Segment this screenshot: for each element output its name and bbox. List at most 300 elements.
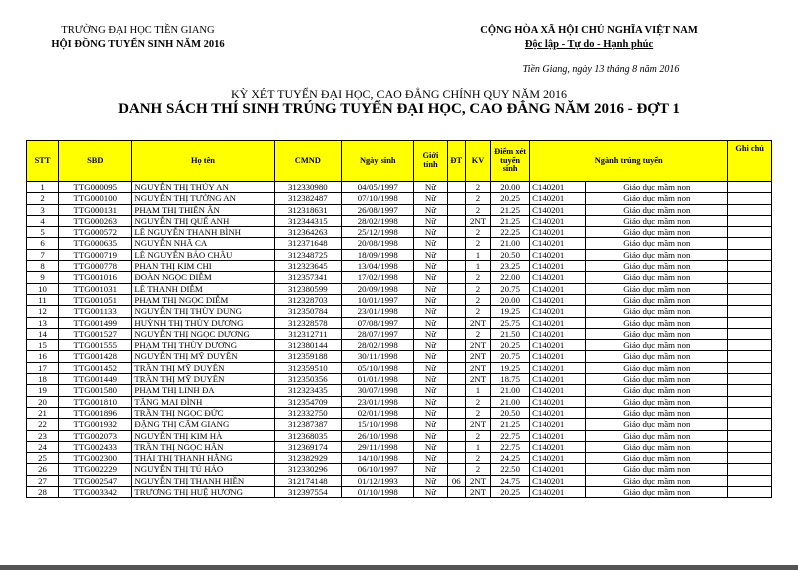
col-stt: STT	[27, 141, 59, 182]
cell-sbd: TTG001449	[59, 374, 132, 385]
table-row	[27, 487, 772, 498]
cell-dob: 07/08/1997	[342, 317, 414, 328]
cell-dob: 30/07/1998	[342, 385, 414, 396]
cell-sbd: TTG001428	[59, 351, 132, 362]
cell-stt: 28	[27, 487, 59, 498]
table-row	[27, 182, 772, 193]
table-row	[27, 419, 772, 430]
cell-gender: Nữ	[414, 227, 447, 238]
cell-dt	[447, 182, 465, 193]
cell-score: 20.00	[491, 182, 530, 193]
cell-sbd: TTG000778	[59, 261, 132, 272]
cell-major-code: C140201	[530, 419, 586, 430]
cell-sbd: TTG001527	[59, 328, 132, 339]
cell-kv: 2	[465, 407, 490, 418]
cell-sbd: TTG000719	[59, 249, 132, 260]
cell-note	[728, 340, 772, 351]
table-row	[27, 475, 772, 486]
cell-dob: 28/02/1998	[342, 215, 414, 226]
cell-major-name: Giáo dục mầm non	[586, 362, 728, 373]
cell-kv: 1	[465, 385, 490, 396]
cell-kv: 2NT	[465, 374, 490, 385]
cell-sbd: TTG002433	[59, 441, 132, 452]
cell-kv: 2NT	[465, 487, 490, 498]
cell-score: 20.50	[491, 249, 530, 260]
cell-major-name: Giáo dục mầm non	[586, 182, 728, 193]
cell-name: TRẦN THỊ NGỌC ĐỨC	[132, 407, 274, 418]
cell-kv: 2	[465, 204, 490, 215]
cell-score: 20.75	[491, 283, 530, 294]
cell-major-code: C140201	[530, 340, 586, 351]
cell-kv: 2NT	[465, 340, 490, 351]
cell-dt	[447, 328, 465, 339]
cell-kv: 2	[465, 430, 490, 441]
cell-sbd: TTG001016	[59, 272, 132, 283]
republic-name: CỘNG HÒA XÃ HỘI CHỦ NGHĨA VIỆT NAM	[480, 25, 698, 36]
cell-major-code: C140201	[530, 453, 586, 464]
col-name: Họ tên	[132, 141, 274, 182]
cell-gender: Nữ	[414, 249, 447, 260]
cell-sbd: TTG001031	[59, 283, 132, 294]
table-row	[27, 385, 772, 396]
cell-gender: Nữ	[414, 362, 447, 373]
cell-dob: 04/05/1997	[342, 182, 414, 193]
table-header	[27, 141, 772, 182]
cell-name: PHẠM THỊ NGỌC DIỄM	[132, 294, 274, 305]
table-row	[27, 193, 772, 204]
cell-gender: Nữ	[414, 328, 447, 339]
cell-major-name: Giáo dục mầm non	[586, 475, 728, 486]
cell-stt: 5	[27, 227, 59, 238]
cell-kv: 2	[465, 193, 490, 204]
cell-major-name: Giáo dục mầm non	[586, 407, 728, 418]
cell-note	[728, 475, 772, 486]
cell-name: LÊ THANH DIỄM	[132, 283, 274, 294]
cell-cmnd: 312312711	[274, 328, 342, 339]
cell-major-code: C140201	[530, 487, 586, 498]
cell-name: ĐOÀN NGỌC DIỄM	[132, 272, 274, 283]
cell-major-name: Giáo dục mầm non	[586, 193, 728, 204]
cell-major-code: C140201	[530, 430, 586, 441]
cell-major-name: Giáo dục mầm non	[586, 374, 728, 385]
cell-dob: 20/08/1998	[342, 238, 414, 249]
cell-major-name: Giáo dục mầm non	[586, 453, 728, 464]
cell-score: 22.75	[491, 441, 530, 452]
cell-note	[728, 182, 772, 193]
cell-major-code: C140201	[530, 261, 586, 272]
admission-board: HỘI ĐỒNG TUYỂN SINH NĂM 2016	[51, 39, 225, 50]
cell-note	[728, 430, 772, 441]
cell-score: 21.25	[491, 204, 530, 215]
cell-gender: Nữ	[414, 441, 447, 452]
cell-dob: 14/10/1998	[342, 453, 414, 464]
table-row	[27, 351, 772, 362]
cell-dob: 26/08/1997	[342, 204, 414, 215]
cell-name: PHẠM THỊ THÙY DƯƠNG	[132, 340, 274, 351]
cell-stt: 27	[27, 475, 59, 486]
cell-name: NGUYỄN THỊ THÙY DUNG	[132, 306, 274, 317]
cell-stt: 3	[27, 204, 59, 215]
table-row	[27, 204, 772, 215]
cell-sbd: TTG001499	[59, 317, 132, 328]
cell-score: 19.25	[491, 306, 530, 317]
cell-cmnd: 312344315	[274, 215, 342, 226]
col-dt: ĐT	[447, 141, 465, 182]
cell-note	[728, 294, 772, 305]
exam-title: KỲ XÉT TUYỂN ĐẠI HỌC, CAO ĐẲNG CHÍNH QUY NĂM 2016	[230, 87, 568, 101]
cell-cmnd: 312330980	[274, 182, 342, 193]
cell-name: ĐẶNG THỊ CẨM GIANG	[132, 419, 274, 430]
table-row	[27, 283, 772, 294]
cell-sbd: TTG000263	[59, 215, 132, 226]
cell-dob: 01/10/1998	[342, 487, 414, 498]
cell-major-code: C140201	[530, 362, 586, 373]
cell-kv: 1	[465, 261, 490, 272]
cell-name: TRẦN THỊ MỸ DUYÊN	[132, 362, 274, 373]
cell-dob: 10/01/1997	[342, 294, 414, 305]
table-row	[27, 294, 772, 305]
cell-dt: 06	[447, 475, 465, 486]
cell-major-code: C140201	[530, 317, 586, 328]
cell-kv: 2NT	[465, 475, 490, 486]
cell-stt: 23	[27, 430, 59, 441]
cell-dob: 20/09/1998	[342, 283, 414, 294]
cell-name: HUỲNH THỊ THÙY DƯƠNG	[132, 317, 274, 328]
cell-score: 20.25	[491, 340, 530, 351]
cell-major-name: Giáo dục mầm non	[586, 249, 728, 260]
cell-sbd: TTG000100	[59, 193, 132, 204]
cell-kv: 2NT	[465, 362, 490, 373]
cell-cmnd: 312357341	[274, 272, 342, 283]
cell-gender: Nữ	[414, 340, 447, 351]
cell-sbd: TTG001932	[59, 419, 132, 430]
cell-dob: 02/01/1998	[342, 407, 414, 418]
cell-gender: Nữ	[414, 374, 447, 385]
cell-cmnd: 312354709	[274, 396, 342, 407]
col-kv: KV	[465, 141, 490, 182]
table-row	[27, 238, 772, 249]
cell-gender: Nữ	[414, 430, 447, 441]
cell-dt	[447, 385, 465, 396]
cell-dob: 17/02/1998	[342, 272, 414, 283]
cell-score: 18.75	[491, 374, 530, 385]
cell-major-code: C140201	[530, 249, 586, 260]
cell-dt	[447, 261, 465, 272]
cell-name: LÊ NGUYỄN BẢO CHÂU	[132, 249, 274, 260]
cell-note	[728, 362, 772, 373]
cell-gender: Nữ	[414, 204, 447, 215]
cell-note	[728, 453, 772, 464]
cell-dt	[447, 362, 465, 373]
cell-name: TRƯƠNG THỊ HUỆ HƯƠNG	[132, 487, 274, 498]
cell-cmnd: 312382929	[274, 453, 342, 464]
cell-score: 23.25	[491, 261, 530, 272]
cell-name: NGUYỄN THỊ QUẾ ANH	[132, 215, 274, 226]
cell-dt	[447, 430, 465, 441]
cell-score: 20.75	[491, 351, 530, 362]
cell-stt: 20	[27, 396, 59, 407]
table-row	[27, 430, 772, 441]
cell-dt	[447, 317, 465, 328]
cell-name: NGUYỄN NHÃ CA	[132, 238, 274, 249]
cell-major-code: C140201	[530, 396, 586, 407]
cell-gender: Nữ	[414, 419, 447, 430]
cell-stt: 18	[27, 374, 59, 385]
cell-note	[728, 215, 772, 226]
cell-cmnd: 312382487	[274, 193, 342, 204]
cell-major-code: C140201	[530, 294, 586, 305]
cell-major-code: C140201	[530, 351, 586, 362]
cell-score: 24.75	[491, 475, 530, 486]
cell-cmnd: 312350784	[274, 306, 342, 317]
cell-major-code: C140201	[530, 374, 586, 385]
cell-cmnd: 312330296	[274, 464, 342, 475]
cell-cmnd: 312348725	[274, 249, 342, 260]
cell-major-code: C140201	[530, 328, 586, 339]
cell-score: 21.00	[491, 396, 530, 407]
cell-score: 22.75	[491, 430, 530, 441]
cell-stt: 1	[27, 182, 59, 193]
cell-dt	[447, 272, 465, 283]
table-row	[27, 261, 772, 272]
cell-stt: 14	[27, 328, 59, 339]
col-cmnd: CMND	[274, 141, 342, 182]
cell-major-code: C140201	[530, 182, 586, 193]
cell-major-code: C140201	[530, 441, 586, 452]
cell-note	[728, 351, 772, 362]
institution-header	[28, 25, 248, 50]
cell-dt	[447, 193, 465, 204]
cell-stt: 11	[27, 294, 59, 305]
cell-gender: Nữ	[414, 193, 447, 204]
cell-kv: 2	[465, 294, 490, 305]
cell-stt: 10	[27, 283, 59, 294]
table-row	[27, 340, 772, 351]
cell-score: 21.25	[491, 419, 530, 430]
cell-major-name: Giáo dục mầm non	[586, 204, 728, 215]
cell-note	[728, 283, 772, 294]
cell-major-code: C140201	[530, 283, 586, 294]
cell-cmnd: 312328703	[274, 294, 342, 305]
table-row	[27, 441, 772, 452]
cell-dob: 23/01/1998	[342, 306, 414, 317]
cell-cmnd: 312174148	[274, 475, 342, 486]
table-row	[27, 306, 772, 317]
cell-score: 24.25	[491, 453, 530, 464]
cell-note	[728, 374, 772, 385]
table-row	[27, 249, 772, 260]
cell-major-name: Giáo dục mầm non	[586, 464, 728, 475]
cell-stt: 17	[27, 362, 59, 373]
cell-gender: Nữ	[414, 475, 447, 486]
cell-score: 21.25	[491, 215, 530, 226]
cell-major-code: C140201	[530, 204, 586, 215]
cell-dob: 07/10/1998	[342, 193, 414, 204]
cell-major-code: C140201	[530, 238, 586, 249]
cell-kv: 2NT	[465, 419, 490, 430]
cell-major-name: Giáo dục mầm non	[586, 385, 728, 396]
cell-sbd: TTG002229	[59, 464, 132, 475]
cell-dob: 28/02/1998	[342, 340, 414, 351]
table-row	[27, 317, 772, 328]
cell-cmnd: 312380144	[274, 340, 342, 351]
cell-dt	[447, 464, 465, 475]
cell-gender: Nữ	[414, 238, 447, 249]
cell-note	[728, 419, 772, 430]
cell-name: LÊ NGUYỄN THANH BÌNH	[132, 227, 274, 238]
cell-note	[728, 487, 772, 498]
cell-note	[728, 227, 772, 238]
cell-cmnd: 312364263	[274, 227, 342, 238]
cell-stt: 4	[27, 215, 59, 226]
cell-gender: Nữ	[414, 453, 447, 464]
cell-gender: Nữ	[414, 464, 447, 475]
cell-dob: 15/10/1998	[342, 419, 414, 430]
cell-note	[728, 317, 772, 328]
page-bottom-edge	[0, 565, 798, 570]
cell-kv: 2	[465, 453, 490, 464]
cell-cmnd: 312332750	[274, 407, 342, 418]
cell-kv: 2NT	[465, 351, 490, 362]
cell-dob: 23/01/1998	[342, 396, 414, 407]
header-row	[27, 141, 772, 182]
cell-dt	[447, 249, 465, 260]
cell-major-name: Giáo dục mầm non	[586, 227, 728, 238]
cell-major-code: C140201	[530, 475, 586, 486]
cell-major-name: Giáo dục mầm non	[586, 328, 728, 339]
cell-dt	[447, 238, 465, 249]
cell-kv: 2	[465, 182, 490, 193]
cell-gender: Nữ	[414, 261, 447, 272]
cell-score: 20.25	[491, 193, 530, 204]
cell-note	[728, 306, 772, 317]
university-name: TRƯỜNG ĐẠI HỌC TIỀN GIANG	[61, 25, 215, 36]
cell-gender: Nữ	[414, 294, 447, 305]
cell-name: NGUYỄN THỊ TƯỜNG AN	[132, 193, 274, 204]
cell-dob: 01/12/1993	[342, 475, 414, 486]
cell-cmnd: 312371648	[274, 238, 342, 249]
cell-gender: Nữ	[414, 487, 447, 498]
cell-dt	[447, 204, 465, 215]
cell-sbd: TTG000572	[59, 227, 132, 238]
cell-sbd: TTG000635	[59, 238, 132, 249]
cell-score: 21.50	[491, 328, 530, 339]
cell-sbd: TTG001051	[59, 294, 132, 305]
table-row	[27, 407, 772, 418]
cell-major-name: Giáo dục mầm non	[586, 487, 728, 498]
cell-score: 21.00	[491, 238, 530, 249]
cell-cmnd: 312328578	[274, 317, 342, 328]
cell-gender: Nữ	[414, 396, 447, 407]
cell-gender: Nữ	[414, 351, 447, 362]
national-motto: Độc lập - Tự do - Hạnh phúc	[524, 39, 654, 50]
table-row	[27, 374, 772, 385]
cell-score: 20.00	[491, 294, 530, 305]
cell-name: NGUYỄN THỊ THANH HIỀN	[132, 475, 274, 486]
cell-name: PHẠM THỊ LINH ĐA	[132, 385, 274, 396]
cell-kv: 1	[465, 441, 490, 452]
cell-gender: Nữ	[414, 215, 447, 226]
cell-major-name: Giáo dục mầm non	[586, 261, 728, 272]
cell-dob: 13/04/1998	[342, 261, 414, 272]
col-sbd: SBD	[59, 141, 132, 182]
cell-stt: 26	[27, 464, 59, 475]
cell-name: NGUYỄN THỊ MỸ DUYÊN	[132, 351, 274, 362]
cell-note	[728, 193, 772, 204]
cell-score: 22.25	[491, 227, 530, 238]
cell-stt: 7	[27, 249, 59, 260]
cell-kv: 2	[465, 227, 490, 238]
table-row	[27, 464, 772, 475]
cell-kv: 2NT	[465, 215, 490, 226]
cell-note	[728, 328, 772, 339]
cell-sbd: TTG001580	[59, 385, 132, 396]
cell-kv: 2	[465, 328, 490, 339]
cell-name: PHẠM THỊ THIÊN ÂN	[132, 204, 274, 215]
cell-name: TRẦN THỊ NGỌC HÂN	[132, 441, 274, 452]
cell-score: 20.50	[491, 407, 530, 418]
cell-major-name: Giáo dục mầm non	[586, 430, 728, 441]
cell-cmnd: 312318631	[274, 204, 342, 215]
cell-kv: 2	[465, 238, 490, 249]
cell-name: TĂNG MAI ĐÌNH	[132, 396, 274, 407]
cell-dt	[447, 407, 465, 418]
cell-cmnd: 312397554	[274, 487, 342, 498]
cell-major-code: C140201	[530, 272, 586, 283]
cell-cmnd: 312359510	[274, 362, 342, 373]
cell-note	[728, 407, 772, 418]
admission-table	[26, 140, 772, 498]
cell-stt: 21	[27, 407, 59, 418]
cell-sbd: TTG001896	[59, 407, 132, 418]
cell-major-name: Giáo dục mầm non	[586, 419, 728, 430]
cell-cmnd: 312387387	[274, 419, 342, 430]
cell-major-name: Giáo dục mầm non	[586, 306, 728, 317]
cell-major-code: C140201	[530, 464, 586, 475]
cell-stt: 2	[27, 193, 59, 204]
cell-gender: Nữ	[414, 283, 447, 294]
cell-note	[728, 464, 772, 475]
cell-kv: 2	[465, 396, 490, 407]
cell-dt	[447, 441, 465, 452]
cell-major-name: Giáo dục mầm non	[586, 215, 728, 226]
cell-stt: 9	[27, 272, 59, 283]
cell-gender: Nữ	[414, 272, 447, 283]
cell-major-name: Giáo dục mầm non	[586, 294, 728, 305]
cell-name: THÁI THỊ THANH HẰNG	[132, 453, 274, 464]
cell-score: 22.50	[491, 464, 530, 475]
cell-name: NGUYỄN THỊ NGỌC DƯƠNG	[132, 328, 274, 339]
cell-kv: 2NT	[465, 317, 490, 328]
cell-dt	[447, 306, 465, 317]
cell-note	[728, 204, 772, 215]
cell-dt	[447, 396, 465, 407]
cell-score: 19.25	[491, 362, 530, 373]
cell-dt	[447, 283, 465, 294]
cell-sbd: TTG002073	[59, 430, 132, 441]
table-row	[27, 328, 772, 339]
cell-dt	[447, 487, 465, 498]
cell-major-code: C140201	[530, 306, 586, 317]
col-note: Ghi chú	[728, 141, 772, 182]
cell-note	[728, 261, 772, 272]
cell-score: 22.00	[491, 272, 530, 283]
cell-kv: 2	[465, 306, 490, 317]
cell-dt	[447, 374, 465, 385]
national-motto-wrap	[444, 39, 734, 50]
cell-major-name: Giáo dục mầm non	[586, 238, 728, 249]
cell-name: NGUYỄN THỊ THÚY AN	[132, 182, 274, 193]
